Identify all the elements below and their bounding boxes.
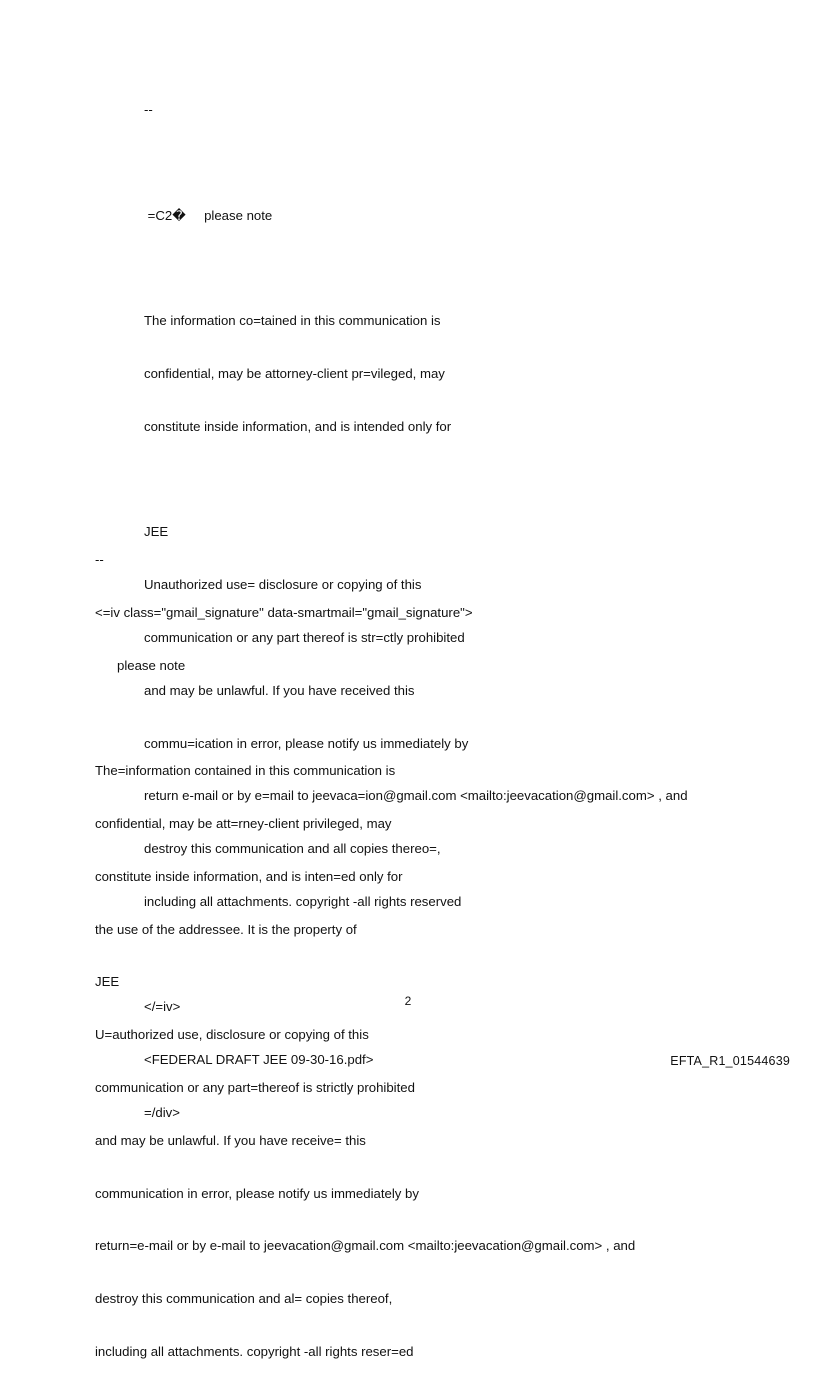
text-line: <=iv class="gmail_signature" data-smartmail="gmail_signature">	[95, 604, 473, 620]
text-line: destroy this communication and al= copies thereof,	[95, 1291, 393, 1307]
text-line: --	[144, 102, 153, 118]
text-line: communication or any part=thereof is strictly prohibited	[95, 1080, 415, 1095]
text-line: destroy this communication and all copies thereo=,	[144, 841, 441, 857]
text-line: </=iv>	[144, 999, 181, 1015]
text-line: =/div>	[144, 1105, 180, 1121]
text-line: please note	[95, 657, 186, 673]
text-line	[144, 471, 688, 489]
text-line: <FEDERAL DRAFT JEE 09-30-16.pdf>	[144, 1052, 374, 1068]
text-line	[144, 154, 688, 172]
text-line: the use of the addressee. It is the property of	[95, 921, 357, 937]
text-line: constitute inside information, and is intended only for	[144, 418, 452, 434]
text-line: and may be unlawful. If you have received this	[144, 682, 415, 698]
page-number: 2	[404, 994, 412, 1008]
text-line: including all attachments. copyright -all rights reser=ed	[95, 1343, 414, 1359]
text-line: commu=ication in error, please notify us immediately by	[144, 735, 469, 751]
text-line	[144, 260, 688, 278]
text-line: Unauthorized use= disclosure or copying of this	[144, 577, 422, 593]
text-line: =C2� please note	[144, 207, 273, 223]
text-line: --	[95, 552, 104, 568]
text-line: The=information contained in this communication is	[95, 763, 396, 779]
text-line: including all attachments. copyright -all rights reserved	[144, 893, 462, 909]
text-line: U=authorized use, disclosure or copying of this	[95, 1027, 369, 1043]
text-line	[95, 710, 635, 728]
text-line: and may be unlawful. If you have receive= this	[95, 1132, 366, 1148]
text-line: JEE	[95, 974, 120, 990]
text-line: return e-mail or by e=mail to jeevaca=ion@gmail.com <mailto:jeevacation@gmail.com> , and	[144, 788, 688, 804]
document-id: EFTA_R1_01544639	[670, 1054, 790, 1068]
text-line: confidential, may be attorney-client pr=vileged, may	[144, 366, 445, 382]
text-line: communication or any part thereof is str=ctly prohibited	[144, 630, 465, 645]
email-signature-block-2	[95, 516, 635, 1396]
text-line: communication in error, please notify us immediately by	[95, 1185, 419, 1201]
text-line: JEE	[144, 524, 169, 540]
text-line: The information co=tained in this communication is	[144, 313, 441, 329]
text-line: return=e-mail or by e-mail to jeevacation@gmail.com <mailto:jeevacation@gmail.com> , and	[95, 1238, 636, 1254]
text-line: confidential, may be att=rney-client privileged, may	[95, 816, 392, 832]
text-line: constitute inside information, and is inten=ed only for	[95, 868, 403, 884]
